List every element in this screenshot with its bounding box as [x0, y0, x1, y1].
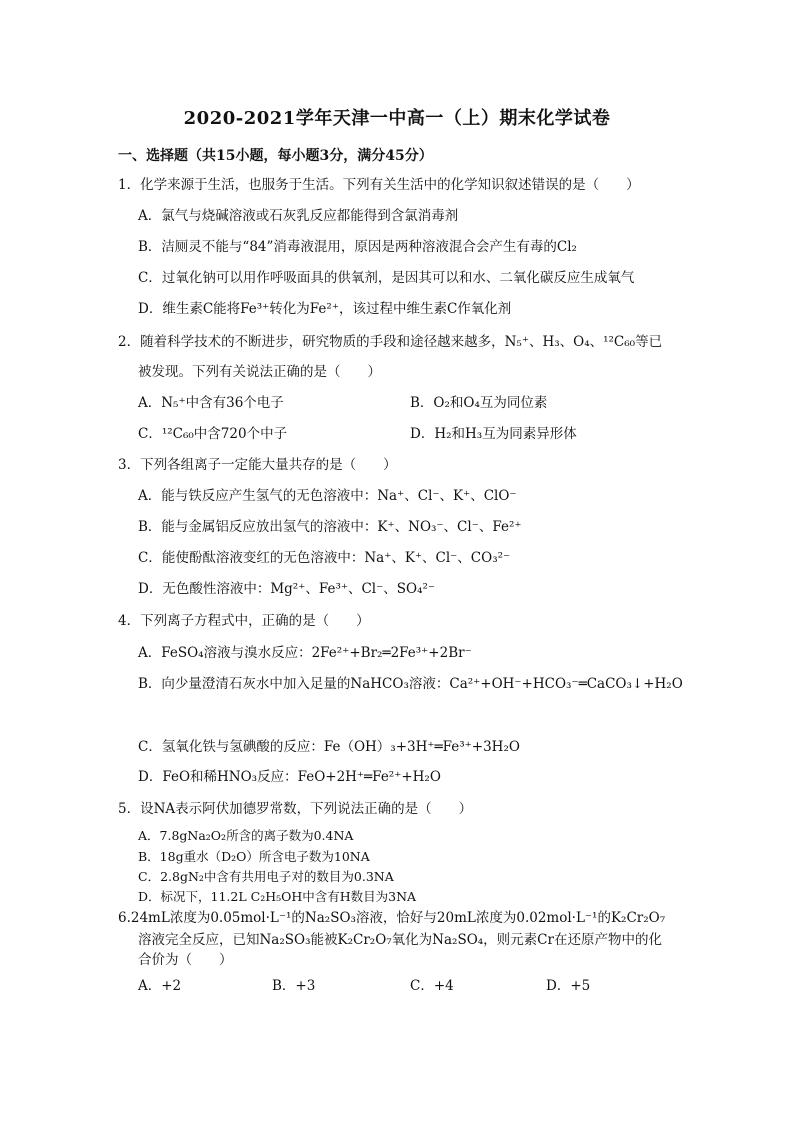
q2-option-d: D．H₂和H₃互为同素异形体 [410, 426, 577, 442]
q5-stem: 5．设NA表示阿伏加德罗常数，下列说法正确的是（ ） [118, 801, 473, 817]
q1-option-c: C．过氧化钠可以用作呼吸面具的供氧剂，是因其可以和水、二氧化碳反应生成氧气 [138, 270, 635, 286]
q5-option-c: C．2.8gN₂中含有共用电子对的数目为0.3NA [138, 869, 394, 884]
q6-option-c: C．+4 [410, 978, 454, 994]
q6-option-d: D．+5 [546, 978, 591, 994]
q5-option-b: B．18g重水（D₂O）所含电子数为10NA [138, 849, 370, 864]
q4-stem: 4．下列离子方程式中，正确的是（ ） [118, 613, 370, 629]
q5-option-a: A．7.8gNa₂O₂所含的离子数为0.4NA [138, 828, 354, 843]
q3-option-c: C．能使酚酞溶液变红的无色溶液中：Na⁺、K⁺、Cl⁻、CO₃²⁻ [138, 550, 511, 566]
q3-option-d: D．无色酸性溶液中：Mg²⁺、Fe³⁺、Cl⁻、SO₄²⁻ [138, 581, 436, 597]
q6-stem-line3: 合价为（ ） [138, 952, 233, 968]
section-heading: 一、选择题（共15小题，每小题3分，满分45分） [118, 148, 433, 164]
q4-option-b: B．向少量澄清石灰水中加入足量的NaHCO₃溶液：Ca²⁺+OH⁻+HCO₃⁻═CaCO₃↓+H₂O [138, 676, 683, 692]
q2-option-a: A．N₅⁺中含有36个电子 [138, 395, 284, 411]
q6-stem-line1: 6.24mL浓度为0.05mol·L⁻¹的Na₂SO₃溶液，恰好与20mL浓度为0.02mol·L⁻¹的K₂Cr₂O₇ [118, 910, 666, 926]
q6-option-b: B．+3 [272, 978, 316, 994]
q6-option-a: A．+2 [138, 978, 182, 994]
q2-option-b: B．O₂和O₄互为同位素 [410, 395, 548, 411]
q6-stem-line2: 溶液完全反应，已知Na₂SO₃能被K₂Cr₂O₇氧化为Na₂SO₄，则元素Cr在还原产物中的化 [138, 932, 662, 948]
q3-option-b: B．能与金属铝反应放出氢气的溶液中：K⁺、NO₃⁻、Cl⁻、Fe²⁺ [138, 519, 522, 535]
q4-option-c: C．氢氧化铁与氢碘酸的反应：Fe（OH）₃+3H⁺═Fe³⁺+3H₂O [138, 739, 520, 755]
q3-stem: 3．下列各组离子一定能大量共存的是（ ） [118, 457, 397, 473]
q1-option-a: A．氯气与烧碱溶液或石灰乳反应都能得到含氯消毒剂 [138, 208, 459, 224]
q2-stem-line2: 被发现。下列有关说法正确的是（ ） [138, 364, 381, 380]
q2-stem-line1: 2．随着科学技术的不断进步，研究物质的手段和途径越来越多，N₅⁺、H₃、O₄、¹²C₆₀等已 [118, 334, 663, 350]
q1-stem: 1．化学来源于生活，也服务于生活。下列有关生活中的化学知识叙述错误的是（ ） [118, 177, 640, 193]
q3-option-a: A．能与铁反应产生氢气的无色溶液中：Na⁺、Cl⁻、K⁺、ClO⁻ [138, 488, 517, 504]
q4-option-a: A．FeSO₄溶液与溴水反应：2Fe²⁺+Br₂═2Fe³⁺+2Br⁻ [138, 645, 472, 661]
q1-option-d: D．维生素C能将Fe³⁺转化为Fe²⁺，该过程中维生素C作氧化剂 [138, 301, 512, 317]
q1-option-b: B．洁厕灵不能与“84”消毒液混用，原因是两种溶液混合会产生有毒的Cl₂ [138, 239, 577, 255]
q5-option-d: D．标况下，11.2L C₂H₅OH中含有H数目为3NA [138, 889, 417, 904]
q4-option-d: D．FeO和稀HNO₃反应：FeO+2H⁺═Fe²⁺+H₂O [138, 769, 441, 785]
exam-title: 2020-2021学年天津一中高一（上）期末化学试卷 [183, 108, 611, 129]
q2-option-c: C．¹²C₆₀中含720个中子 [138, 426, 288, 442]
